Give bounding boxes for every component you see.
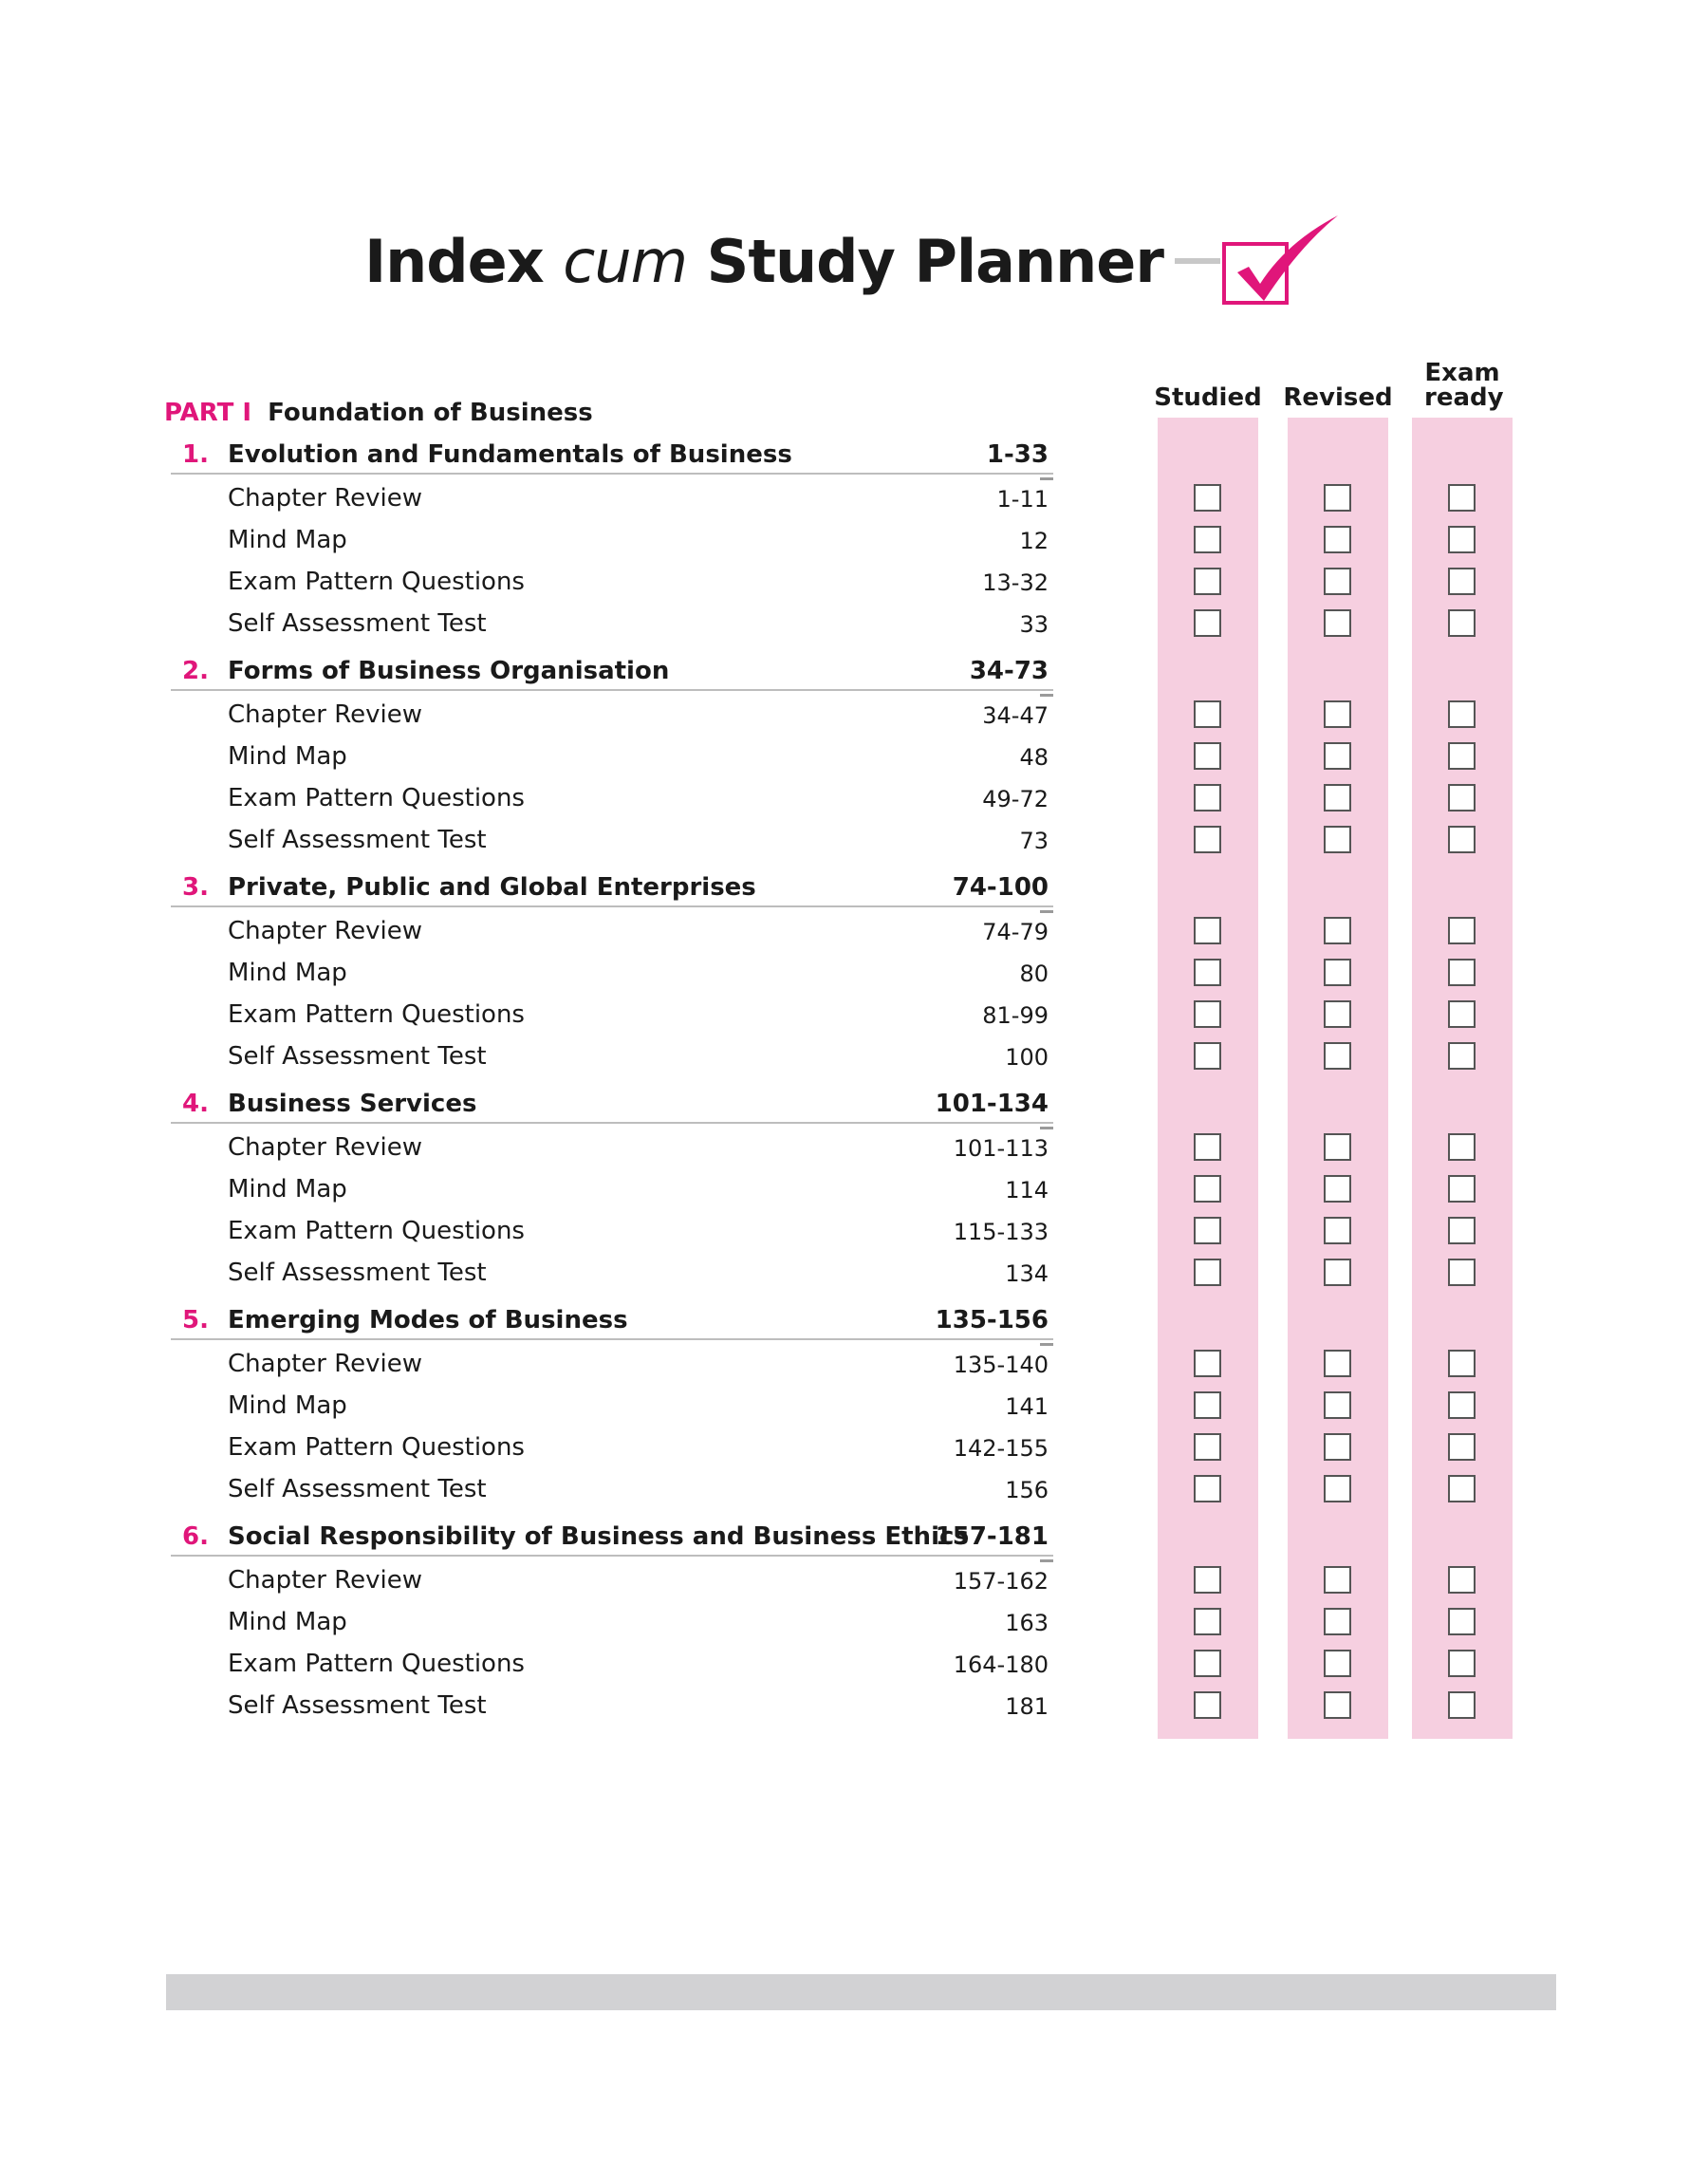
list-item xyxy=(228,1558,1049,1600)
chapter-pages: 157-181 xyxy=(935,1522,1049,1551)
checkbox-revised[interactable] xyxy=(1324,1133,1351,1161)
item-pages: 114 xyxy=(1005,1177,1049,1203)
checkbox-revised[interactable] xyxy=(1324,784,1351,812)
checkbox-revised[interactable] xyxy=(1324,1691,1351,1719)
checkbox-revised[interactable] xyxy=(1324,568,1351,595)
list-item xyxy=(228,1209,1049,1251)
checkbox-revised[interactable] xyxy=(1324,700,1351,728)
checkbox-exam-ready[interactable] xyxy=(1448,1133,1476,1161)
checkbox-exam-ready[interactable] xyxy=(1448,526,1476,553)
checkbox-studied[interactable] xyxy=(1194,826,1221,853)
checkbox-revised[interactable] xyxy=(1324,1259,1351,1286)
item-title: Self Assessment Test xyxy=(228,826,487,854)
chapter-heading xyxy=(171,1084,1053,1124)
checkbox-studied[interactable] xyxy=(1194,959,1221,986)
item-pages: 34-47 xyxy=(982,702,1049,729)
checkbox-exam-ready[interactable] xyxy=(1448,484,1476,512)
checkbox-exam-ready[interactable] xyxy=(1448,1350,1476,1377)
chapter-number: 2. xyxy=(182,657,209,685)
chapter-pages: 101-134 xyxy=(935,1090,1049,1118)
checkbox-studied[interactable] xyxy=(1194,1175,1221,1203)
checkbox-studied[interactable] xyxy=(1194,700,1221,728)
chapter-heading xyxy=(171,651,1053,691)
list-item xyxy=(228,1467,1049,1509)
chapter-number: 4. xyxy=(182,1090,209,1118)
checkbox-exam-ready[interactable] xyxy=(1448,700,1476,728)
column-header-label: Exam ready xyxy=(1424,359,1504,412)
item-title: Mind Map xyxy=(228,526,347,554)
title-rest: Study Planner xyxy=(706,226,1163,296)
checkbox-studied[interactable] xyxy=(1194,1433,1221,1461)
list-item xyxy=(228,1684,1049,1726)
checkbox-exam-ready[interactable] xyxy=(1448,1691,1476,1719)
item-title: Exam Pattern Questions xyxy=(228,784,525,812)
checkbox-studied[interactable] xyxy=(1194,1391,1221,1419)
column-header-label: Studied xyxy=(1154,383,1262,412)
chapter-number: 5. xyxy=(182,1306,209,1334)
chapter-number: 1. xyxy=(182,440,209,469)
checkbox-revised[interactable] xyxy=(1324,1475,1351,1502)
column-header-exam-ready xyxy=(1402,353,1522,410)
item-title: Self Assessment Test xyxy=(228,609,487,638)
checkbox-exam-ready[interactable] xyxy=(1448,1259,1476,1286)
list-item xyxy=(228,1600,1049,1642)
item-title: Chapter Review xyxy=(228,1566,422,1595)
checkbox-exam-ready[interactable] xyxy=(1448,1175,1476,1203)
checkbox-exam-ready[interactable] xyxy=(1448,1217,1476,1244)
checkbox-studied[interactable] xyxy=(1194,1350,1221,1377)
chapter-title: Private, Public and Global Enterprises xyxy=(228,873,756,902)
item-pages: 73 xyxy=(1019,828,1049,854)
checkbox-revised[interactable] xyxy=(1324,1000,1351,1028)
checkbox-studied[interactable] xyxy=(1194,609,1221,637)
chapter-pages: 34-73 xyxy=(969,657,1049,685)
item-title: Self Assessment Test xyxy=(228,1259,487,1287)
chapter-heading xyxy=(171,1517,1053,1557)
checkbox-exam-ready[interactable] xyxy=(1448,1042,1476,1070)
checkbox-revised[interactable] xyxy=(1324,917,1351,944)
list-item xyxy=(228,1251,1049,1293)
list-item xyxy=(228,1384,1049,1426)
checkbox-revised[interactable] xyxy=(1324,1350,1351,1377)
checkbox-exam-ready[interactable] xyxy=(1448,784,1476,812)
item-pages: 13-32 xyxy=(982,569,1049,596)
list-item xyxy=(228,1126,1049,1167)
item-pages: 156 xyxy=(1005,1477,1049,1503)
item-title: Mind Map xyxy=(228,959,347,987)
item-pages: 80 xyxy=(1019,961,1049,987)
checkbox-revised[interactable] xyxy=(1324,826,1351,853)
chapter-heading xyxy=(171,868,1053,907)
item-title: Chapter Review xyxy=(228,917,422,945)
checkbox-revised[interactable] xyxy=(1324,1217,1351,1244)
column-header-studied xyxy=(1148,353,1268,410)
chapter-heading xyxy=(171,435,1053,475)
item-title: Mind Map xyxy=(228,1608,347,1636)
checkbox-studied[interactable] xyxy=(1194,1608,1221,1635)
item-pages: 157-162 xyxy=(953,1568,1049,1595)
item-pages: 74-79 xyxy=(982,919,1049,945)
checkbox-studied[interactable] xyxy=(1194,1566,1221,1594)
checkbox-studied[interactable] xyxy=(1194,484,1221,512)
checkbox-studied[interactable] xyxy=(1194,1650,1221,1677)
chapter-pages: 135-156 xyxy=(935,1306,1049,1334)
checkbox-exam-ready[interactable] xyxy=(1448,1475,1476,1502)
list-item xyxy=(228,776,1049,818)
item-title: Exam Pattern Questions xyxy=(228,1217,525,1245)
chapter-heading xyxy=(171,1300,1053,1340)
chapter-title: Business Services xyxy=(228,1090,477,1118)
item-pages: 134 xyxy=(1005,1260,1049,1287)
column-header-label: Revised xyxy=(1283,383,1393,412)
checkbox-studied[interactable] xyxy=(1194,1217,1221,1244)
title-main: Index xyxy=(364,226,544,296)
checkbox-studied[interactable] xyxy=(1194,526,1221,553)
item-title: Self Assessment Test xyxy=(228,1475,487,1503)
checkbox-exam-ready[interactable] xyxy=(1448,568,1476,595)
checkbox-revised[interactable] xyxy=(1324,1433,1351,1461)
checkbox-studied[interactable] xyxy=(1194,1133,1221,1161)
checkbox-studied[interactable] xyxy=(1194,1000,1221,1028)
list-item xyxy=(228,1167,1049,1209)
checkbox-exam-ready[interactable] xyxy=(1448,1650,1476,1677)
list-item xyxy=(228,818,1049,860)
checkbox-studied[interactable] xyxy=(1194,784,1221,812)
checkbox-studied[interactable] xyxy=(1194,1691,1221,1719)
item-pages: 115-133 xyxy=(953,1219,1049,1245)
chapter-title: Evolution and Fundamentals of Business xyxy=(228,440,792,469)
list-item xyxy=(228,993,1049,1035)
checkbox-revised[interactable] xyxy=(1324,1175,1351,1203)
checkmark-icon xyxy=(1175,214,1344,308)
list-item xyxy=(228,1426,1049,1467)
item-pages: 81-99 xyxy=(982,1002,1049,1029)
item-pages: 135-140 xyxy=(953,1352,1049,1378)
part-label: PART I xyxy=(164,399,252,427)
item-title: Self Assessment Test xyxy=(228,1042,487,1071)
item-pages: 101-113 xyxy=(953,1135,1049,1162)
list-item xyxy=(228,1035,1049,1076)
list-item xyxy=(228,735,1049,776)
page-header xyxy=(0,218,1708,304)
page-title xyxy=(364,227,1163,296)
checkbox-exam-ready[interactable] xyxy=(1448,1433,1476,1461)
item-pages: 141 xyxy=(1005,1393,1049,1420)
checkbox-studied[interactable] xyxy=(1194,1259,1221,1286)
chapter-title: Emerging Modes of Business xyxy=(228,1306,628,1334)
chapter-title: Social Responsibility of Business and Business Ethics xyxy=(228,1522,969,1551)
checkbox-revised[interactable] xyxy=(1324,1042,1351,1070)
checkbox-revised[interactable] xyxy=(1324,484,1351,512)
list-item xyxy=(228,1642,1049,1684)
item-pages: 142-155 xyxy=(953,1435,1049,1462)
checkbox-revised[interactable] xyxy=(1324,526,1351,553)
part-title: Foundation of Business xyxy=(268,399,593,427)
checkbox-exam-ready[interactable] xyxy=(1448,1391,1476,1419)
checkbox-exam-ready[interactable] xyxy=(1448,609,1476,637)
checkbox-exam-ready[interactable] xyxy=(1448,1608,1476,1635)
checkbox-revised[interactable] xyxy=(1324,609,1351,637)
checkbox-studied[interactable] xyxy=(1194,917,1221,944)
item-title: Chapter Review xyxy=(228,1350,422,1378)
item-title: Chapter Review xyxy=(228,700,422,729)
checkbox-exam-ready[interactable] xyxy=(1448,959,1476,986)
checkbox-revised[interactable] xyxy=(1324,1608,1351,1635)
chapter-title: Forms of Business Organisation xyxy=(228,657,670,685)
item-pages: 164-180 xyxy=(953,1651,1049,1678)
item-pages: 49-72 xyxy=(982,786,1049,812)
item-pages: 33 xyxy=(1019,611,1049,638)
part-heading xyxy=(164,399,593,427)
item-title: Exam Pattern Questions xyxy=(228,1000,525,1029)
checkbox-revised[interactable] xyxy=(1324,1650,1351,1677)
item-pages: 181 xyxy=(1005,1693,1049,1720)
item-pages: 100 xyxy=(1005,1044,1049,1071)
list-item xyxy=(228,518,1049,560)
list-item xyxy=(228,1342,1049,1384)
checkbox-studied[interactable] xyxy=(1194,742,1221,770)
checkbox-revised[interactable] xyxy=(1324,959,1351,986)
list-item xyxy=(228,693,1049,735)
chapter-number: 3. xyxy=(182,873,209,902)
list-item xyxy=(228,909,1049,951)
list-item xyxy=(228,951,1049,993)
item-pages: 163 xyxy=(1005,1610,1049,1636)
item-title: Mind Map xyxy=(228,1391,347,1420)
checkbox-studied[interactable] xyxy=(1194,1475,1221,1502)
item-title: Chapter Review xyxy=(228,1133,422,1162)
checkbox-exam-ready[interactable] xyxy=(1448,1000,1476,1028)
checkbox-studied[interactable] xyxy=(1194,568,1221,595)
checkbox-exam-ready[interactable] xyxy=(1448,742,1476,770)
list-item xyxy=(228,560,1049,602)
checkbox-exam-ready[interactable] xyxy=(1448,826,1476,853)
list-item xyxy=(228,476,1049,518)
checkbox-revised[interactable] xyxy=(1324,1566,1351,1594)
item-title: Exam Pattern Questions xyxy=(228,1433,525,1462)
chapter-pages: 1-33 xyxy=(986,440,1049,469)
checkbox-revised[interactable] xyxy=(1324,1391,1351,1419)
list-item xyxy=(228,602,1049,644)
checkbox-exam-ready[interactable] xyxy=(1448,917,1476,944)
footer-bar xyxy=(166,1974,1556,2010)
checkbox-revised[interactable] xyxy=(1324,742,1351,770)
chapter-number: 6. xyxy=(182,1522,209,1551)
title-italic: cum xyxy=(563,226,688,296)
chapter-pages: 74-100 xyxy=(952,873,1049,902)
item-title: Mind Map xyxy=(228,1175,347,1203)
item-title: Self Assessment Test xyxy=(228,1691,487,1720)
item-title: Mind Map xyxy=(228,742,347,771)
item-title: Exam Pattern Questions xyxy=(228,1650,525,1678)
column-header-revised xyxy=(1278,353,1398,410)
checkbox-studied[interactable] xyxy=(1194,1042,1221,1070)
checkbox-exam-ready[interactable] xyxy=(1448,1566,1476,1594)
item-pages: 48 xyxy=(1019,744,1049,771)
item-pages: 1-11 xyxy=(996,486,1049,513)
item-pages: 12 xyxy=(1019,528,1049,554)
item-title: Exam Pattern Questions xyxy=(228,568,525,596)
item-title: Chapter Review xyxy=(228,484,422,513)
